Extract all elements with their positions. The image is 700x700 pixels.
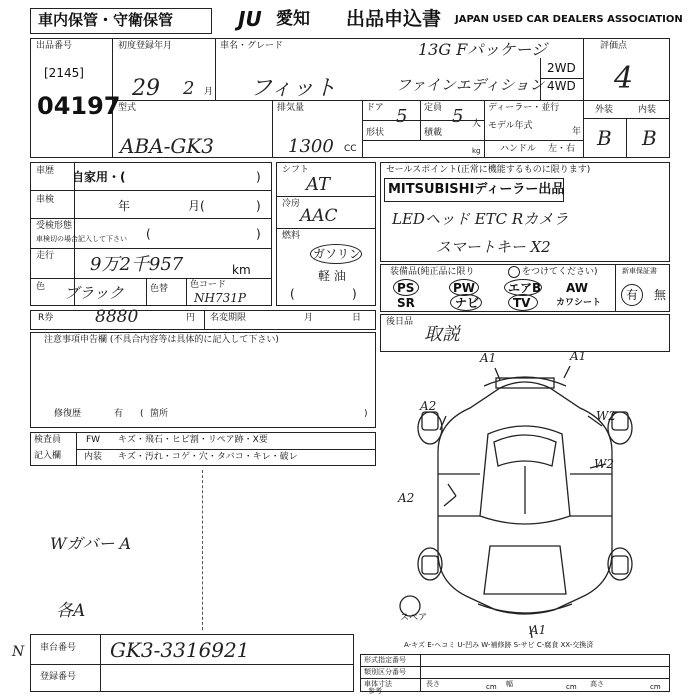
form-title: 出品申込書 <box>346 8 442 30</box>
side-mark: N <box>12 644 25 660</box>
inspector-fw-text: キズ・飛石・ヒビ割・リペア跡・X要 <box>118 435 268 445</box>
equip-pw: PW <box>453 281 476 295</box>
interior-label: 内装 <box>638 105 657 115</box>
equipment-label: 装備品(純正品に限り <box>390 267 475 277</box>
repair-place: 箇所 <box>150 409 169 419</box>
damage-legend: A-キズ E-ヘコミ U-凹み W-補修跡 S-サビ C-腐食 XX-交換済 <box>404 641 594 649</box>
recycle-unit: 円 <box>186 313 196 323</box>
model-code: ABA-GK3 <box>120 134 214 158</box>
inspector-label2: 記入欄 <box>34 451 62 461</box>
recycle-block <box>30 307 376 330</box>
car-rear-window <box>484 546 566 594</box>
length-unit: cm <box>486 683 497 691</box>
mileage-label: 走行 <box>36 251 55 261</box>
inspection-month-unit: 月( <box>188 199 205 213</box>
warranty-yes: 有 <box>626 288 639 302</box>
chassis-label: 車台番号 <box>40 643 77 653</box>
rear-bumper <box>478 604 572 613</box>
fuel-label: 燃料 <box>282 231 301 241</box>
car-name-label: 車名・グレード <box>220 41 284 51</box>
inspector-note1: Wガバー A <box>50 534 132 553</box>
history-label: 車歴 <box>36 166 55 176</box>
capacity-label: 定員 <box>424 103 443 113</box>
registration-year: 29 <box>132 76 160 101</box>
load-unit: kg <box>472 147 481 155</box>
lot-label: 出品番号 <box>36 41 73 51</box>
registration-month: 2 <box>183 78 195 99</box>
logo-prefecture: 愛知 <box>276 9 310 29</box>
notes-block <box>30 332 376 428</box>
warranty-label: 新車保証書 <box>622 267 657 275</box>
displacement-label: 排気量 <box>277 103 305 113</box>
equip-tv: TV <box>513 296 531 310</box>
exterior-grade: B <box>597 126 612 150</box>
rear-value: 取説 <box>424 324 460 345</box>
history-value: 自家用・( <box>72 170 126 184</box>
notes-label: 注意事項申告欄 (不具合内容等は具体的に記入して下さい) <box>44 335 279 345</box>
first-registration-label: 初度登録年月 <box>118 41 173 51</box>
name-change-month: 月 <box>304 313 314 323</box>
class-number-label: 類別区分番号 <box>364 668 406 676</box>
ju-logo: JU <box>238 7 262 31</box>
grade-score: 4 <box>614 61 634 96</box>
equip-ps: PS <box>397 281 415 295</box>
damage-mark-right-front: W2 <box>596 409 616 423</box>
mileage-value: 9万2千957 <box>90 254 184 275</box>
registration-number-label: 登録番号 <box>40 672 77 682</box>
displacement-value: 1300 <box>288 136 334 157</box>
lower-left-dash <box>202 470 203 630</box>
shape-label: 形状 <box>366 128 385 138</box>
acquired-note: 車検切の場合記入して下さい <box>36 235 127 243</box>
model-year-label: モデル年式 <box>488 121 533 131</box>
mileage-unit: km <box>232 263 251 277</box>
drive-2wd: 2WD <box>547 61 576 75</box>
registration-month-unit: 月 <box>204 87 214 97</box>
doors-label: ドア <box>366 103 384 113</box>
repair-close: ) <box>364 409 368 419</box>
height-unit: cm <box>650 683 661 691</box>
dealer-stamp-text: MITSUBISHIディーラー出品 <box>388 182 565 197</box>
handle-options: 左・右 <box>548 144 576 154</box>
history-close: ) <box>256 170 261 184</box>
ac-label: 冷房 <box>282 199 301 209</box>
exterior-label: 外装 <box>595 105 614 115</box>
height-label: 高さ <box>590 680 604 688</box>
width-label: 幅 <box>506 680 513 688</box>
acquired-close: ) <box>256 227 261 241</box>
damage-mark-right-door: W2 <box>594 457 614 471</box>
fuel-diesel: 軽 油 <box>318 269 346 283</box>
lot-number: 04197 <box>37 92 121 120</box>
equip-sr: SR <box>397 296 415 310</box>
color-code-value: NH731P <box>194 291 246 305</box>
warranty-no: 無 <box>654 288 667 302</box>
equip-navi-circle <box>450 294 482 311</box>
load-label: 積載 <box>424 128 443 138</box>
equip-navi: ナビ <box>455 296 480 310</box>
chassis-value: GK3-3316921 <box>110 638 250 662</box>
repair-open: ( <box>140 409 144 419</box>
shift-value: AT <box>306 174 331 195</box>
storage-label: 車内保管・守衛保管 <box>38 11 174 29</box>
lot-bracket: [2145] <box>44 66 84 80</box>
acquired-open: ( <box>146 227 151 241</box>
length-label: 長さ <box>426 680 440 688</box>
inspector-interior-label: 内装 <box>84 452 103 462</box>
sales-point-line2: スマートキー X2 <box>436 238 551 256</box>
model-year-unit: 年 <box>572 127 582 137</box>
spec-table <box>360 654 670 692</box>
inspector-note2: 各A <box>56 601 86 621</box>
car-grade-line1: 13G Fパッケージ <box>418 40 548 59</box>
color-label: 色 <box>36 282 46 292</box>
repair-yes: 有 <box>114 409 124 419</box>
grade-label: 評価点 <box>600 41 628 51</box>
spare-label: スペア <box>400 613 428 623</box>
repair-label: 修復歴 <box>54 409 82 419</box>
association-name: JAPAN USED CAR DEALERS ASSOCIATION <box>455 14 683 25</box>
equip-aw: AW <box>566 281 588 295</box>
handle-label: ハンドル <box>500 144 537 154</box>
model-label: 型式 <box>118 103 137 113</box>
fuel-close: ) <box>352 287 357 301</box>
dealer-label: ディーラー・並行 <box>488 103 560 113</box>
equip-airbag: エアB <box>508 281 542 295</box>
body-size-label: 車体寸法 <box>364 680 392 688</box>
inspector-fw-label: FW <box>86 435 101 445</box>
recycle-value: 8880 <box>95 307 139 327</box>
color-value: ブラック <box>64 284 124 302</box>
shift-label: シフト <box>282 165 310 175</box>
recycle-label: R券 <box>38 313 54 323</box>
car-name: フィット <box>250 76 337 101</box>
acquired-label: 受検形態 <box>36 221 73 231</box>
inspection-year-unit: 年 <box>118 199 131 213</box>
car-windshield <box>494 435 556 466</box>
capacity-unit: 人 <box>472 119 482 129</box>
color-change-label: 色替 <box>150 284 169 294</box>
fuel-open: ( <box>290 287 295 301</box>
inspection-label: 車検 <box>36 195 55 205</box>
drive-4wd: 4WD <box>547 79 576 93</box>
inspector-label1: 検査員 <box>34 435 62 445</box>
displacement-unit: CC <box>344 144 357 154</box>
inspector-interior-text: キズ・汚れ・コゲ・穴・タバコ・キレ・破レ <box>118 452 298 462</box>
damage-mark-left-front: A2 <box>420 399 437 413</box>
damage-mark-front-left: A1 <box>480 351 497 365</box>
capacity-value: 5 <box>452 106 464 127</box>
reference-label: 参考 <box>368 687 382 695</box>
sales-point-line1: LEDヘッド ETC Rカメラ <box>392 210 569 228</box>
rear-label: 後日品 <box>386 317 414 327</box>
shape-designation-label: 形式指定番号 <box>364 656 406 664</box>
name-change-day: 日 <box>352 313 362 323</box>
equipment-note: をつけてください) <box>522 267 598 277</box>
equip-ps-circle <box>393 279 419 296</box>
damage-mark-rear: A1 <box>530 623 547 637</box>
name-change-label: 名変期限 <box>210 313 247 323</box>
sales-point-label: セールスポイント(正常に機能するものに限ります) <box>386 165 591 175</box>
equip-leather-seat: カワシート <box>556 298 602 308</box>
warranty-yes-circle <box>621 284 643 306</box>
interior-grade: B <box>642 126 657 150</box>
damage-mark-left-side: A2 <box>398 491 415 505</box>
equipment-note-circle <box>508 266 520 278</box>
color-code-label: 色コード <box>190 280 227 290</box>
equip-tv-circle <box>508 294 538 311</box>
width-unit: cm <box>566 683 577 691</box>
car-grade-line2: ファインエディション <box>396 76 545 94</box>
inspection-close: ) <box>256 199 261 213</box>
ac-value: AAC <box>300 206 338 226</box>
fuel-gasoline: ガソリン <box>313 247 362 261</box>
damage-mark-front-right: A1 <box>570 349 587 363</box>
doors-value: 5 <box>396 106 408 127</box>
